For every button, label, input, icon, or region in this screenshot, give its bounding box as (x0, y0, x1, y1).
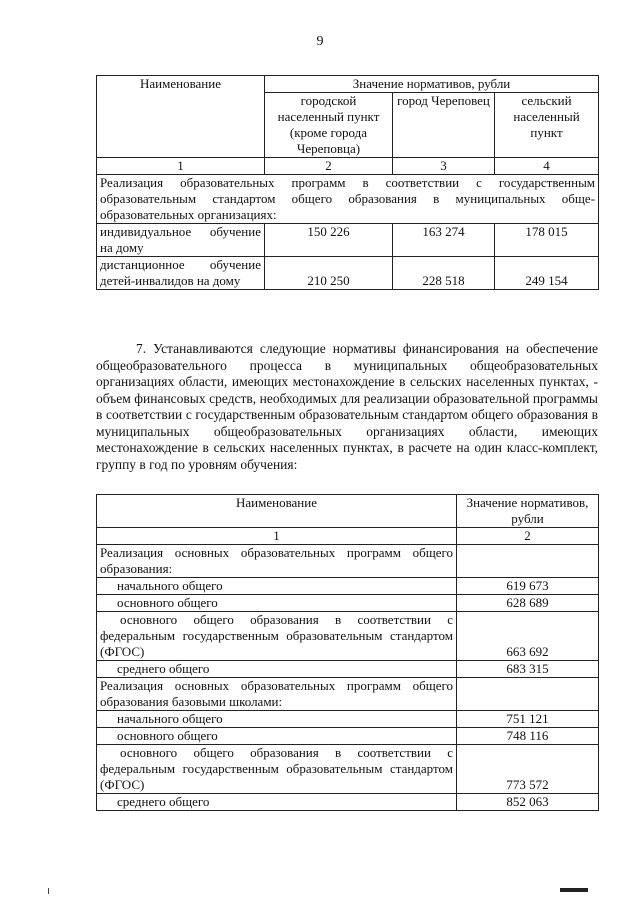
table1-num: 1 (97, 158, 265, 175)
table2-num: 2 (457, 528, 599, 545)
table-row (97, 711, 599, 728)
table1-col-rural: сельский населенный пункт (495, 93, 599, 158)
row-value: 751 121 (457, 711, 599, 728)
table2-header-name: Наименование (97, 495, 457, 528)
row-value: 178 015 (495, 224, 599, 257)
table-row (97, 661, 599, 678)
table-row (97, 257, 599, 290)
table1-col-cherepovets: город Череповец (393, 93, 495, 158)
table2-section: Реализация основных образовательных программ общего образования базовыми школами: (97, 678, 457, 711)
paragraph-7: 7. Устанавливаются следующие нормативы финансирования на обеспечение общеобразовательного процесса в муниципальных общеобразовательных организациях области, имеющих местонахождение в сельских населенных пунктах, - объем финансовых средств, необходимых для реализации образовательной программы в соответствии с государственным образовательным стандартом общего образования в муниципальных общеобразовательных организациях области, имеющих местонахождение в сельских населенных пунктах, в расчете на один класс-комплект, группу в год по уровням обучения: (96, 341, 598, 472)
row-value: 228 518 (393, 257, 495, 290)
row-value: 163 274 (393, 224, 495, 257)
table1-num: 2 (265, 158, 393, 175)
row-name: основного общего образования в соответствии с федеральным государственным образовательным стандартом (ФГОС) (97, 612, 457, 661)
table1-num: 3 (393, 158, 495, 175)
table1-num: 4 (495, 158, 599, 175)
row-value: 663 692 (457, 612, 599, 661)
row-value: 852 063 (457, 794, 599, 811)
table-row (97, 578, 599, 595)
table-row (97, 745, 599, 794)
row-value: 619 673 (457, 578, 599, 595)
row-value: 249 154 (495, 257, 599, 290)
row-name: основного общего (97, 595, 457, 612)
page-number: 9 (316, 34, 324, 49)
row-name: среднего общего (97, 661, 457, 678)
row-name: основного общего (97, 728, 457, 745)
row-name: начального общего (97, 578, 457, 595)
norms-table-rural-schools (96, 494, 599, 811)
table1-header-name: Наименование (97, 76, 265, 158)
row-name: дистанционное обучение детей-инвалидов на дому (97, 257, 265, 290)
table-row (97, 612, 599, 661)
row-name: индивидуальное обучение на дому (97, 224, 265, 257)
table-row (97, 794, 599, 811)
table1-col-urban: городской населенный пункт (кроме города Череповца) (265, 93, 393, 158)
scan-barcode-mark (560, 888, 588, 892)
table-row (97, 595, 599, 612)
row-value: 210 250 (265, 257, 393, 290)
table2-header-value: Значение нормативов, рубли (457, 495, 599, 528)
table1-header-values: Значение нормативов, рубли (265, 76, 599, 93)
table2-section: Реализация основных образовательных программ общего образования: (97, 545, 457, 578)
row-value: 150 226 (265, 224, 393, 257)
table-row (97, 224, 599, 257)
row-name: основного общего образования в соответствии с федеральным государственным образовательным стандартом (ФГОС) (97, 745, 457, 794)
norms-table-urban-rural (96, 75, 599, 290)
scan-edge-mark (48, 888, 49, 894)
row-value: 683 315 (457, 661, 599, 678)
table2-num: 1 (97, 528, 457, 545)
row-value: 628 689 (457, 595, 599, 612)
table1-section: Реализация образовательных программ в соответствии с государственным образовательным стандартом общего образования в муниципальных обще-образовательных организациях: (97, 175, 599, 224)
row-name: среднего общего (97, 794, 457, 811)
row-value: 773 572 (457, 745, 599, 794)
row-value: 748 116 (457, 728, 599, 745)
row-name: начального общего (97, 711, 457, 728)
table-row (97, 728, 599, 745)
